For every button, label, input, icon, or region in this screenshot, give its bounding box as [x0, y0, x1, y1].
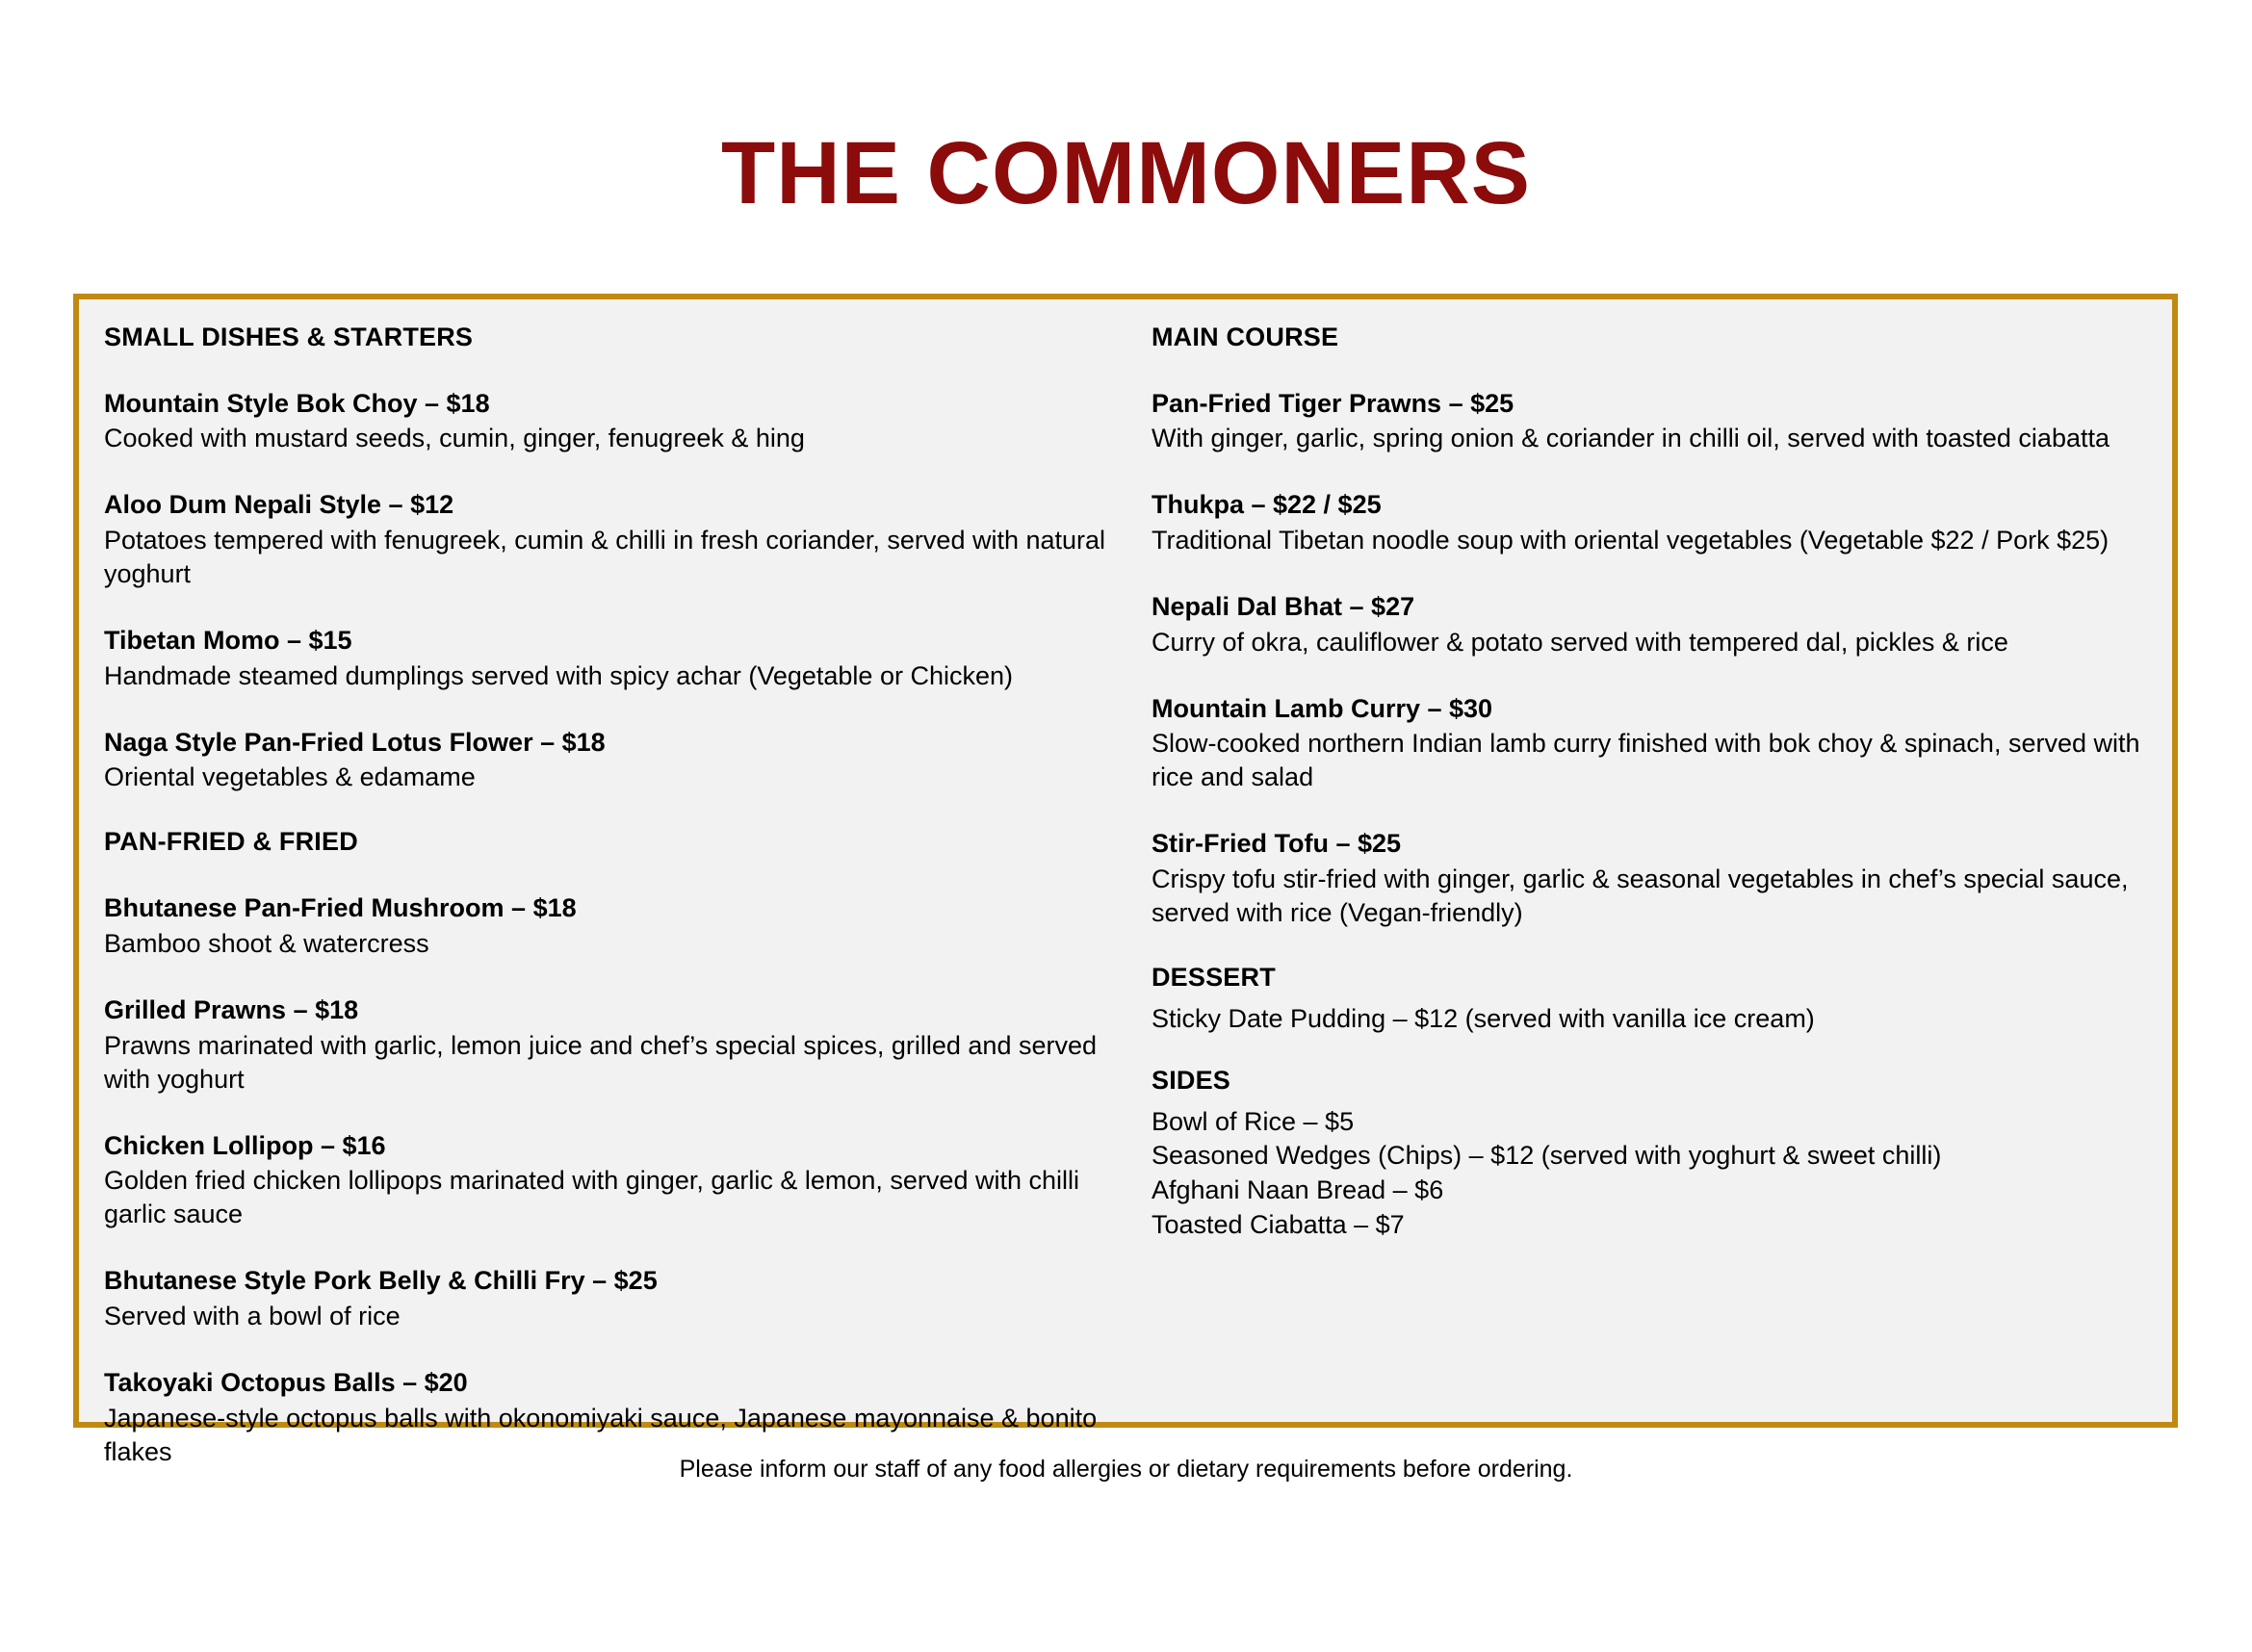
section-heading-main-course: MAIN COURSE	[1151, 322, 1339, 351]
restaurant-title: THE COMMONERS	[721, 123, 1531, 222]
menu-item-name: Thukpa – $22 / $25	[1151, 490, 1382, 520]
menu-item-name: Grilled Prawns – $18	[104, 995, 359, 1025]
menu-item	[104, 1264, 1111, 1333]
menu-item-description: Potatoes tempered with fenugreek, cumin & chilli in fresh coriander, served with natural yoghurt	[104, 525, 1106, 588]
menu-panel	[73, 294, 2178, 1466]
sides-line: Bowl of Rice – $5	[1151, 1106, 1355, 1136]
menu-item-description: Cooked with mustard seeds, cumin, ginger, fenugreek & hing	[104, 424, 805, 453]
menu-item-name: Bhutanese Style Pork Belly & Chilli Fry – $25	[104, 1266, 658, 1296]
section-heading-dessert: DESSERT	[1151, 963, 1276, 993]
menu-item	[1152, 488, 2151, 557]
section-heading-small-dishes: SMALL DISHES & STARTERS	[104, 322, 474, 351]
section-heading-pan-fried: PAN-FRIED & FRIED	[104, 827, 358, 857]
menu-item-name: Pan-Fried Tiger Prawns – $25	[1151, 388, 1514, 418]
menu-item-description: Curry of okra, cauliflower & potato served with tempered dal, pickles & rice	[1151, 627, 2008, 657]
sides-line: Seasoned Wedges (Chips) – $12 (served with yoghurt & sweet chilli)	[1151, 1141, 1942, 1171]
menu-item-name: Tibetan Momo – $15	[104, 626, 352, 656]
menu-item-name: Mountain Lamb Curry – $30	[1151, 693, 1493, 723]
menu-item-name: Chicken Lollipop – $16	[104, 1130, 386, 1160]
menu-column-left	[104, 322, 1138, 1466]
menu-item-description: Handmade steamed dumplings served with spicy achar (Vegetable or Chicken)	[104, 660, 1013, 690]
menu-columns	[79, 299, 2172, 1466]
menu-item-description: Golden fried chicken lollipops marinated with ginger, garlic & lemon, served with chilli garlic sauce	[104, 1166, 1079, 1229]
menu-item	[1152, 692, 2151, 795]
sides-section	[1152, 1066, 2151, 1243]
menu-item	[1152, 827, 2151, 930]
sides-line: Afghani Naan Bread – $6	[1151, 1175, 1444, 1205]
menu-item-name: Nepali Dal Bhat – $27	[1151, 591, 1415, 621]
menu-item-description: Crispy tofu stir-fried with ginger, garlic & seasonal vegetables in chef’s special sauce, served with rice (Vegan-friendly)	[1151, 864, 2129, 927]
menu-item-description: Traditional Tibetan noodle soup with oriental vegetables (Vegetable $22 / Pork $25)	[1151, 525, 2110, 555]
dessert-section	[1152, 963, 2151, 1037]
menu-item-name: Naga Style Pan-Fried Lotus Flower – $18	[104, 727, 606, 757]
menu-item-description: Slow-cooked northern Indian lamb curry finished with bok choy & spinach, served with rice and salad	[1151, 729, 2140, 792]
menu-item-description: Oriental vegetables & edamame	[104, 762, 476, 792]
menu-item-name: Bhutanese Pan-Fried Mushroom – $18	[104, 893, 577, 923]
menu-item	[104, 891, 1111, 961]
menu-item	[104, 726, 1111, 795]
menu-item	[1152, 387, 2151, 456]
menu-item-description: Japanese-style octopus balls with okonomiyaki sauce, Japanese mayonnaise & bonito flakes	[104, 1403, 1098, 1466]
menu-item-name: Aloo Dum Nepali Style – $12	[104, 490, 454, 520]
allergy-notice: Please inform our staff of any food allergies or dietary requirements before ordering.	[679, 1455, 1573, 1483]
dessert-line: Sticky Date Pudding – $12 (served with vanilla ice cream)	[1151, 1004, 1815, 1034]
sides-line: Toasted Ciabatta – $7	[1151, 1209, 1405, 1239]
menu-item-name: Mountain Style Bok Choy – $18	[104, 388, 490, 418]
menu-page	[0, 60, 2252, 1652]
menu-item-name: Takoyaki Octopus Balls – $20	[104, 1368, 468, 1398]
menu-item-name: Stir-Fried Tofu – $25	[1151, 829, 1402, 859]
menu-item-description: Served with a bowl of rice	[104, 1302, 401, 1331]
menu-item	[104, 488, 1111, 591]
menu-item	[104, 624, 1111, 693]
menu-item-description: With ginger, garlic, spring onion & coriander in chilli oil, served with toasted ciabatta	[1151, 424, 2110, 453]
menu-column-right	[1138, 323, 2151, 1412]
menu-item	[104, 387, 1111, 456]
menu-item	[104, 994, 1111, 1097]
menu-item	[1152, 590, 2151, 659]
menu-item-description: Prawns marinated with garlic, lemon juice and chef’s special spices, grilled and served with yoghurt	[104, 1030, 1097, 1094]
section-heading-sides: SIDES	[1151, 1065, 1231, 1095]
menu-item	[104, 1129, 1111, 1232]
menu-item-description: Bamboo shoot & watercress	[104, 928, 429, 958]
